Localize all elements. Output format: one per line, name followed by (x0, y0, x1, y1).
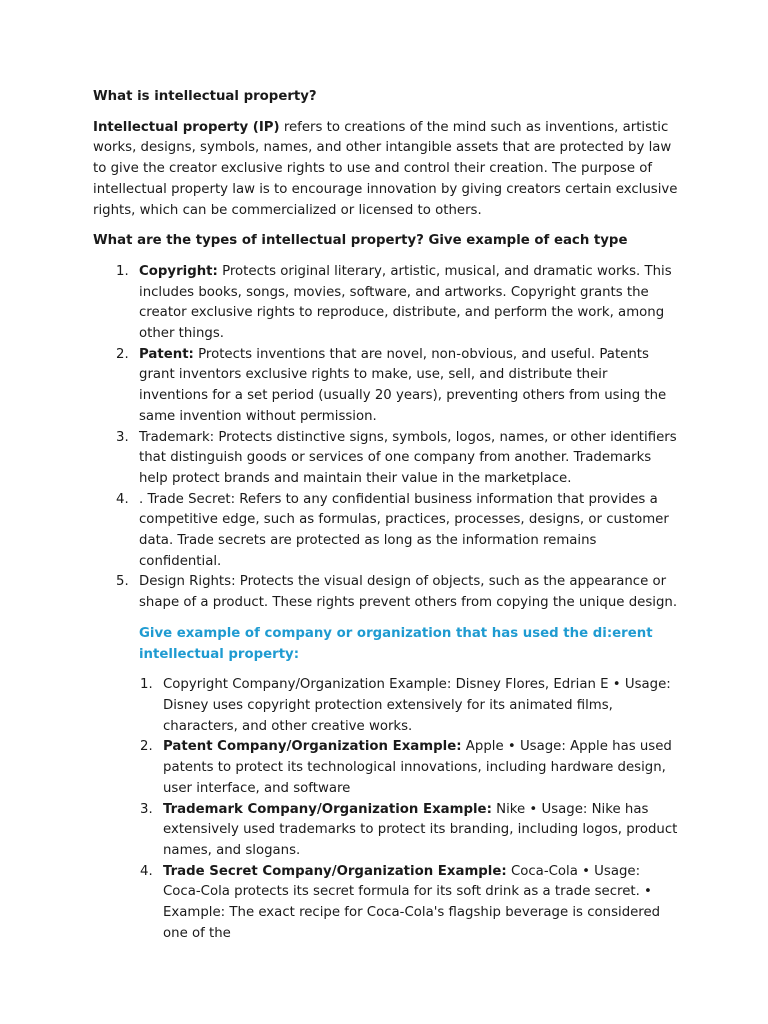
list-item (93, 428, 678, 490)
intro-term: Intellectual property (IP) (93, 119, 280, 135)
list-item (93, 262, 678, 345)
list-item-text: Trademark: Protects distinctive signs, symbols, logos, names, or other identifiers that distinguish goods or services of one company from another. Trademarks help protect brands and maintain their value in the marketplace. (139, 429, 677, 486)
list-item-text: Protects original literary, artistic, musical, and dramatic works. This includes books, songs, movies, software, and artworks. Copyright grants the creator exclusive rights to reproduce, distribute, and perform the work, among other things. (139, 263, 672, 342)
intro-paragraph (93, 118, 678, 222)
list-item-term: Trademark Company/Organization Example: (163, 801, 492, 817)
list-item-text: Coca-Cola • Usage: Coca-Cola protects its secret formula for its soft drink as a trade secret. • Example: The exact recipe for Coca-Cola's flagship beverage is considered one of the (163, 863, 661, 941)
list-item-text: Apple • Usage: Apple has used patents to protect its technological innovations, including hardware design, user interface, and software (163, 739, 672, 796)
list-number: 5. (116, 574, 129, 590)
list-item (93, 490, 678, 573)
list-item-text: Protects inventions that are novel, non-obvious, and useful. Patents grant inventors exclusive rights to make, use, sell, and distribute their inventions for a set period (usually 20 years), preventing others from using the same invention without permission. (139, 346, 667, 424)
question-heading-1: What is intellectual property? (93, 89, 317, 104)
list-item-text: Design Rights: Protects the visual design of objects, such as the appearance or shape of a product. These rights prevent others from copying the unique design. (139, 574, 678, 611)
list-item-term: Patent Company/Organization Example: (163, 739, 462, 755)
list-item (93, 800, 678, 862)
list-number: 2. (140, 739, 153, 755)
list-item-text: Nike • Usage: Nike has extensively used trademarks to protect its branding, including logos, product names, and slogans. (163, 801, 678, 858)
types-list (93, 262, 678, 614)
list-item (93, 862, 678, 945)
list-number: 1. (140, 677, 153, 693)
examples-list (93, 675, 678, 944)
list-item-term: Trade Secret Company/Organization Example: (163, 863, 507, 879)
list-item (93, 345, 678, 428)
list-number: 3. (116, 429, 129, 445)
list-item-text: . Trade Secret: Refers to any confidential business information that provides a competitive edge, such as formulas, practices, processes, designs, or customer data. Trade secrets are protected as long as the information remains confidential. (139, 491, 669, 569)
document-page (93, 87, 678, 944)
list-item (93, 675, 678, 737)
list-item (93, 572, 678, 613)
list-item-term: Patent: (139, 346, 194, 362)
intro-text: refers to creations of the mind such as inventions, artistic works, designs, symbols, names, and other intangible assets that are protected by law to give the creator exclusive rights to use and control their creation. The purpose of intellectual property law is to encourage innovation by giving creators certain exclusive rights, which can be commercialized or licensed to others. (93, 119, 678, 218)
list-number: 3. (140, 801, 153, 817)
list-item-text: Copyright Company/Organization Example: Disney Flores, Edrian E • Usage: Disney uses copyright protection extensively for its animated films, characters, and other creative works. (163, 677, 671, 734)
examples-heading: Give example of company or organization that has used the di:erent intellectual property: (139, 625, 653, 662)
list-item-term: Copyright: (139, 263, 218, 279)
list-item (93, 737, 678, 799)
list-number: 4. (116, 491, 129, 507)
list-number: 1. (116, 263, 129, 279)
list-number: 2. (116, 346, 129, 362)
list-number: 4. (140, 863, 153, 879)
question-heading-2: What are the types of intellectual property? Give example of each type (93, 233, 628, 249)
